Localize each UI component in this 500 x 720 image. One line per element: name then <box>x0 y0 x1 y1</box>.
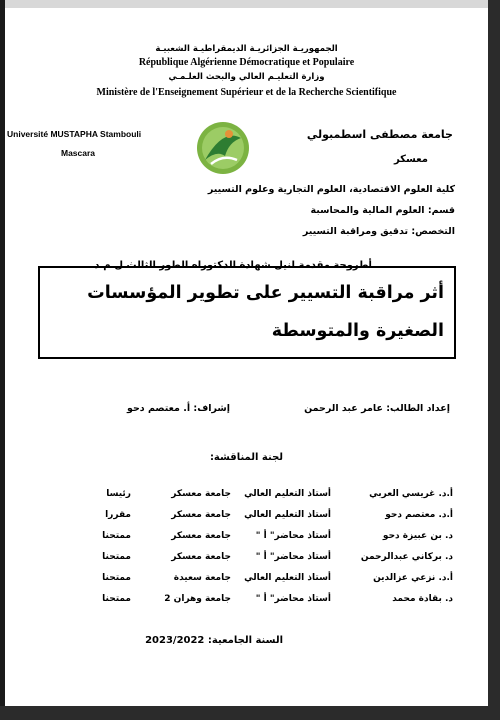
faculty-name: كلية العلوم الاقتصادية، العلوم التجارية وعلوم التسيير <box>207 184 455 195</box>
viewer-right-border <box>488 0 500 720</box>
university-city-arabic: معسكر <box>393 154 428 165</box>
committee-row <box>33 510 453 526</box>
member-rank: أستاذ محاضر" أ " <box>255 594 331 604</box>
member-name: د. بركاني عبدالرحمن <box>360 552 453 562</box>
member-rank: أستاذ محاضر" أ " <box>255 552 331 562</box>
member-role: رئيسا <box>106 489 131 499</box>
thesis-title-box <box>38 266 456 359</box>
supervised-by: إشراف: أ. معتصم دحو <box>127 403 230 414</box>
member-university: جامعة وهران 2 <box>164 594 231 604</box>
academic-year: السنة الجامعية: 2023/2022 <box>145 635 283 646</box>
thesis-intro: أطروحة مقدمة لنيل شهادة الدكتوراه الطور الثالث ل.م.د <box>94 260 372 271</box>
member-university: جامعة معسكر <box>171 489 231 499</box>
committee-row <box>33 531 453 547</box>
republic-french: République Algérienne Démocratique et Populaire <box>138 57 355 68</box>
committee-title: لجنة المناقشة: <box>209 452 284 463</box>
committee-row <box>33 573 453 589</box>
committee-row <box>33 552 453 568</box>
member-rank: أستاذ التعليم العالي <box>244 573 331 583</box>
prepared-by: إعداد الطالب: عامر عبد الرحمن <box>304 403 450 414</box>
specialty-name: التخصص: تدقيق ومراقبة التسيير <box>302 226 455 237</box>
member-university: جامعة معسكر <box>171 531 231 541</box>
committee-row <box>33 489 453 505</box>
member-role: ممتحنا <box>102 552 131 562</box>
ministry-french: Ministère de l'Enseignement Supérieur et de la Recherche Scientifique <box>96 87 397 98</box>
ministry-arabic: وزارة التعليـم العالي والبحث العلـمـي <box>168 72 325 82</box>
committee-row <box>33 594 453 610</box>
member-rank: أستاذ التعليم العالي <box>244 510 331 520</box>
university-city-french: Mascara <box>61 148 96 158</box>
member-role: مقررا <box>105 510 131 520</box>
member-university: جامعة معسكر <box>171 510 231 520</box>
thesis-title: أثر مراقبة التسيير على تطوير المؤسسات الصغيرة والمتوسطة <box>87 283 444 341</box>
university-name-french: Université MUSTAPHA Stambouli <box>7 129 142 139</box>
member-role: ممتحنا <box>102 573 131 583</box>
viewer-bottom-bar <box>0 706 500 720</box>
member-name: أ.د. معتصم دحو <box>385 510 453 520</box>
university-logo-icon <box>195 120 251 176</box>
member-role: ممتحنا <box>102 531 131 541</box>
member-university: جامعة معسكر <box>171 552 231 562</box>
member-name: د. بقادة محمد <box>392 594 453 604</box>
department-name: قسم: العلوم المالية والمحاسبة <box>310 205 455 216</box>
university-name-arabic: جامعة مصطفى اسطمبولي <box>306 128 453 141</box>
viewer-top-bar <box>0 0 500 8</box>
member-name: أ.د. غريسي العربي <box>369 489 453 499</box>
member-name: د. بن عبيزة دحو <box>382 531 453 541</box>
document-page <box>5 8 488 706</box>
member-university: جامعة سعيدة <box>173 573 231 583</box>
member-role: ممتحنا <box>102 594 131 604</box>
republic-arabic: الجمهوريـة الجزائريـة الديمقراطيـة الشعبيـة <box>155 44 338 54</box>
member-rank: أستاذ محاضر" أ " <box>255 531 331 541</box>
member-rank: أستاذ التعليم العالي <box>244 489 331 499</box>
member-name: أ.د. نزعي عزالدين <box>373 573 453 583</box>
